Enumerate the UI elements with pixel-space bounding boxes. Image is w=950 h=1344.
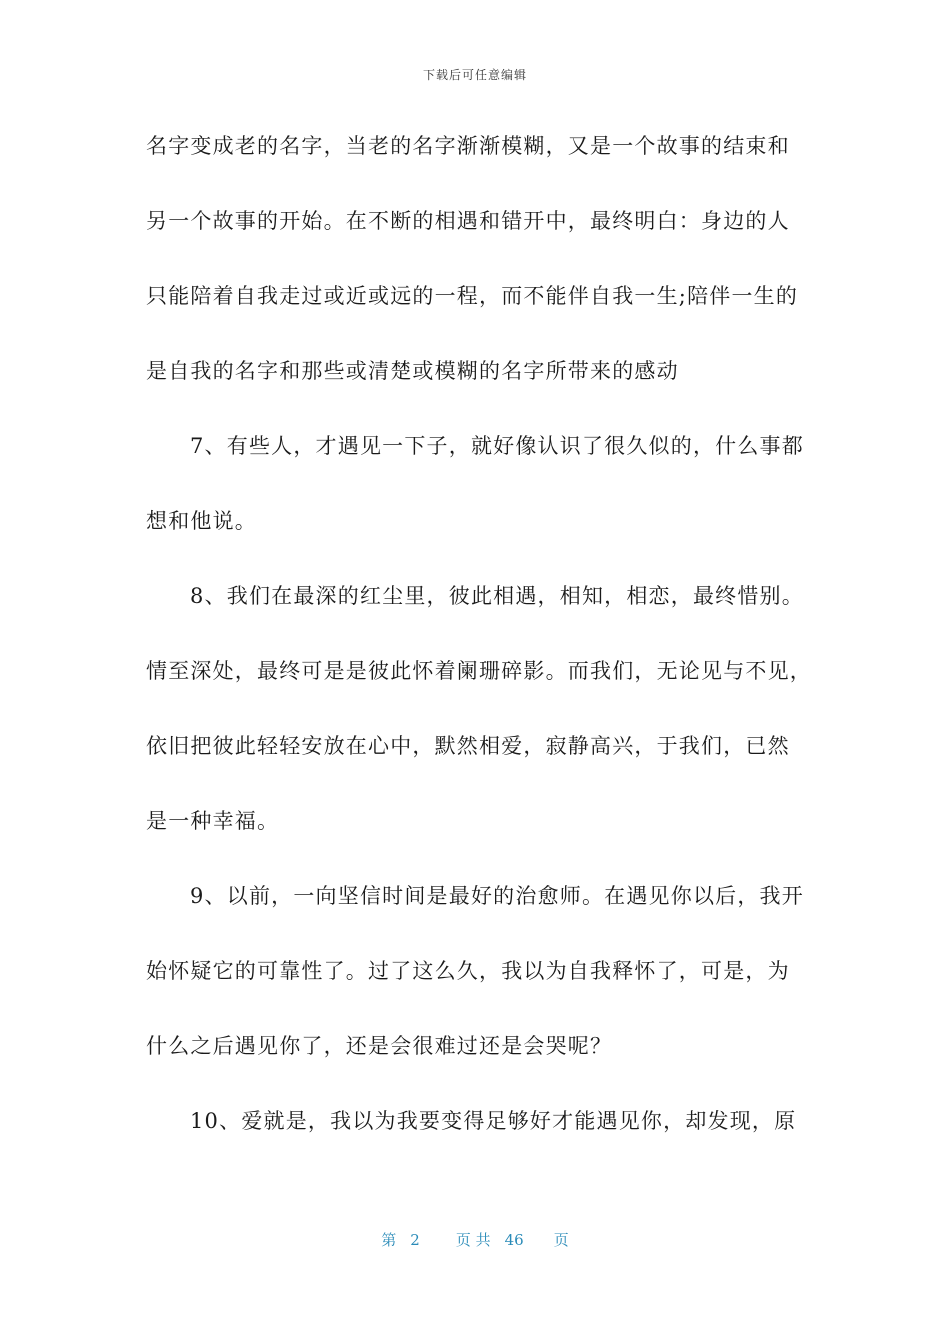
text-line: 只能陪着自我走过或近或远的一程，而不能伴自我一生;陪伴一生的 bbox=[146, 284, 799, 308]
text-line: 名字变成老的名字，当老的名字渐渐模糊，又是一个故事的结束和 bbox=[146, 134, 790, 158]
text-line: 是一种幸福。 bbox=[146, 809, 280, 833]
footer-total-pages: 46 bbox=[504, 1231, 524, 1249]
text-line: 另一个故事的开始。在不断的相遇和错开中，最终明白：身边的人 bbox=[146, 209, 790, 233]
text-line: 情至深处，最终可是是彼此怀着阑珊碎影。而我们，无论见与不见， bbox=[146, 659, 812, 683]
text-line: 是自我的名字和那些或清楚或模糊的名字所带来的感动 bbox=[146, 359, 679, 383]
text-line: 依旧把彼此轻轻安放在心中，默然相爱，寂静高兴，于我们，已然 bbox=[146, 734, 790, 758]
text-line: 始怀疑它的可靠性了。过了这么久，我以为自我释怀了，可是，为 bbox=[146, 959, 790, 983]
document-body bbox=[146, 126, 812, 1176]
paragraph-8-start: 8、我们在最深的红尘里，彼此相遇，相知，相恋，最终惜别。 bbox=[190, 584, 804, 608]
paragraph-7-start: 7、有些人，才遇见一下子，就好像认识了很久似的，什么事都 bbox=[190, 434, 804, 458]
page-footer bbox=[0, 1229, 950, 1250]
footer-mid: 页 共 bbox=[455, 1231, 491, 1249]
footer-page-number: 2 bbox=[410, 1231, 420, 1249]
text-line: 想和他说。 bbox=[146, 509, 257, 533]
paragraph-9-start: 9、以前，一向坚信时间是最好的治愈师。在遇见你以后，我开 bbox=[190, 884, 804, 908]
text-line: 什么之后遇见你了，还是会很难过还是会哭呢？ bbox=[146, 1034, 613, 1058]
page-header: 下载后可任意编辑 bbox=[422, 68, 527, 82]
footer-prefix: 第 bbox=[381, 1231, 397, 1249]
footer-suffix: 页 bbox=[553, 1231, 569, 1249]
paragraph-10-start: 10、爱就是，我以为我要变得足够好才能遇见你，却发现，原 bbox=[190, 1109, 797, 1133]
